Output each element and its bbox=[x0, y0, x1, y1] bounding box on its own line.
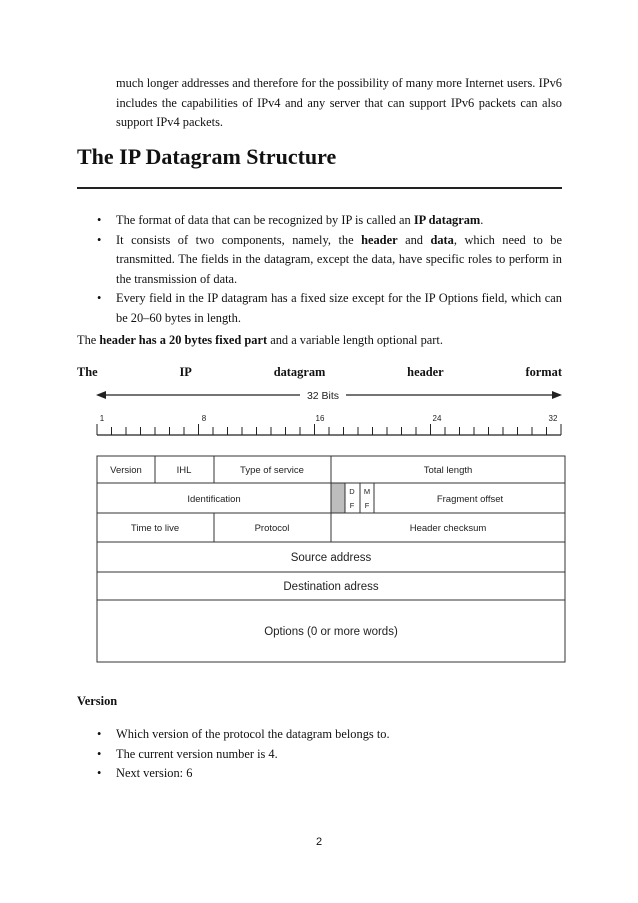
bullet-icon: • bbox=[97, 766, 102, 780]
bullet-icon: • bbox=[97, 232, 102, 247]
list-item: • The current version number is 4. bbox=[116, 745, 562, 765]
bullet-icon: • bbox=[97, 213, 102, 227]
ruler-label: 16 bbox=[315, 414, 325, 423]
header-paragraph: The header has a 20 bytes fixed part and a variable length optional part. bbox=[77, 333, 443, 347]
flag-mf-m: M bbox=[363, 487, 371, 496]
list-item: • Which version of the protocol the datagram belongs to. bbox=[116, 725, 562, 745]
field-ihl: IHL bbox=[176, 465, 192, 476]
field-version: Version bbox=[110, 465, 142, 476]
section-heading: The IP Datagram Structure bbox=[77, 144, 337, 169]
list-item: • It consists of two components, namely, the header and data, which need to be transmitted. The fields in the datagram, except the data, have specific roles to perform in the transmission of data. bbox=[97, 232, 562, 286]
page-number: 2 bbox=[315, 836, 323, 848]
field-identification: Identification bbox=[187, 494, 241, 505]
field-fragment-offset: Fragment offset bbox=[436, 494, 504, 505]
field-header-checksum: Header checksum bbox=[409, 523, 487, 534]
bit-ruler bbox=[97, 424, 561, 435]
field-source-address: Source address bbox=[290, 552, 372, 564]
version-bullet-list bbox=[97, 725, 562, 784]
flag-mf-f: F bbox=[364, 501, 370, 510]
list-item: • Every field in the IP datagram has a fixed size except for the IP Options field, which can be 20–60 bytes in length. bbox=[97, 291, 562, 325]
field-destination-address: Destination adress bbox=[283, 581, 379, 593]
bullet-icon: • bbox=[97, 746, 102, 761]
list-item: • The format of data that can be recognized by IP is called an IP datagram. bbox=[116, 211, 562, 231]
bits-arrow bbox=[96, 390, 562, 402]
intro-paragraph: much longer addresses and therefore for the possibility of many more Internet users. IPv6 includes the capabilities of IPv4 and any server that can support IPv6 packets can also support IPv4 packets. bbox=[116, 76, 562, 129]
field-total-length: Total length bbox=[423, 465, 473, 476]
format-caption: The IP datagram header format bbox=[77, 365, 562, 379]
field-protocol: Protocol bbox=[254, 523, 290, 534]
ruler-label: 8 bbox=[201, 414, 207, 423]
bits-label: 32 Bits bbox=[306, 390, 340, 402]
heading-rule bbox=[77, 187, 562, 189]
ruler-label: 1 bbox=[99, 414, 105, 423]
bullet-icon: • bbox=[97, 291, 102, 305]
version-heading: Version bbox=[77, 694, 118, 708]
ruler-labels bbox=[100, 414, 558, 423]
ip-header-diagram bbox=[90, 384, 570, 676]
flag-df-d: D bbox=[349, 487, 355, 496]
field-time-to-live: Time to live bbox=[130, 523, 180, 534]
bullet-icon: • bbox=[97, 727, 102, 741]
field-options: Options (0 or more words) bbox=[264, 626, 398, 638]
structure-bullet-list bbox=[97, 211, 562, 328]
flag-df-f: F bbox=[349, 501, 355, 510]
ruler-label: 32 bbox=[548, 414, 558, 423]
list-item: • Next version: 6 bbox=[116, 764, 562, 784]
ruler-label: 24 bbox=[432, 414, 442, 423]
field-type-of-service: Type of service bbox=[240, 465, 304, 476]
